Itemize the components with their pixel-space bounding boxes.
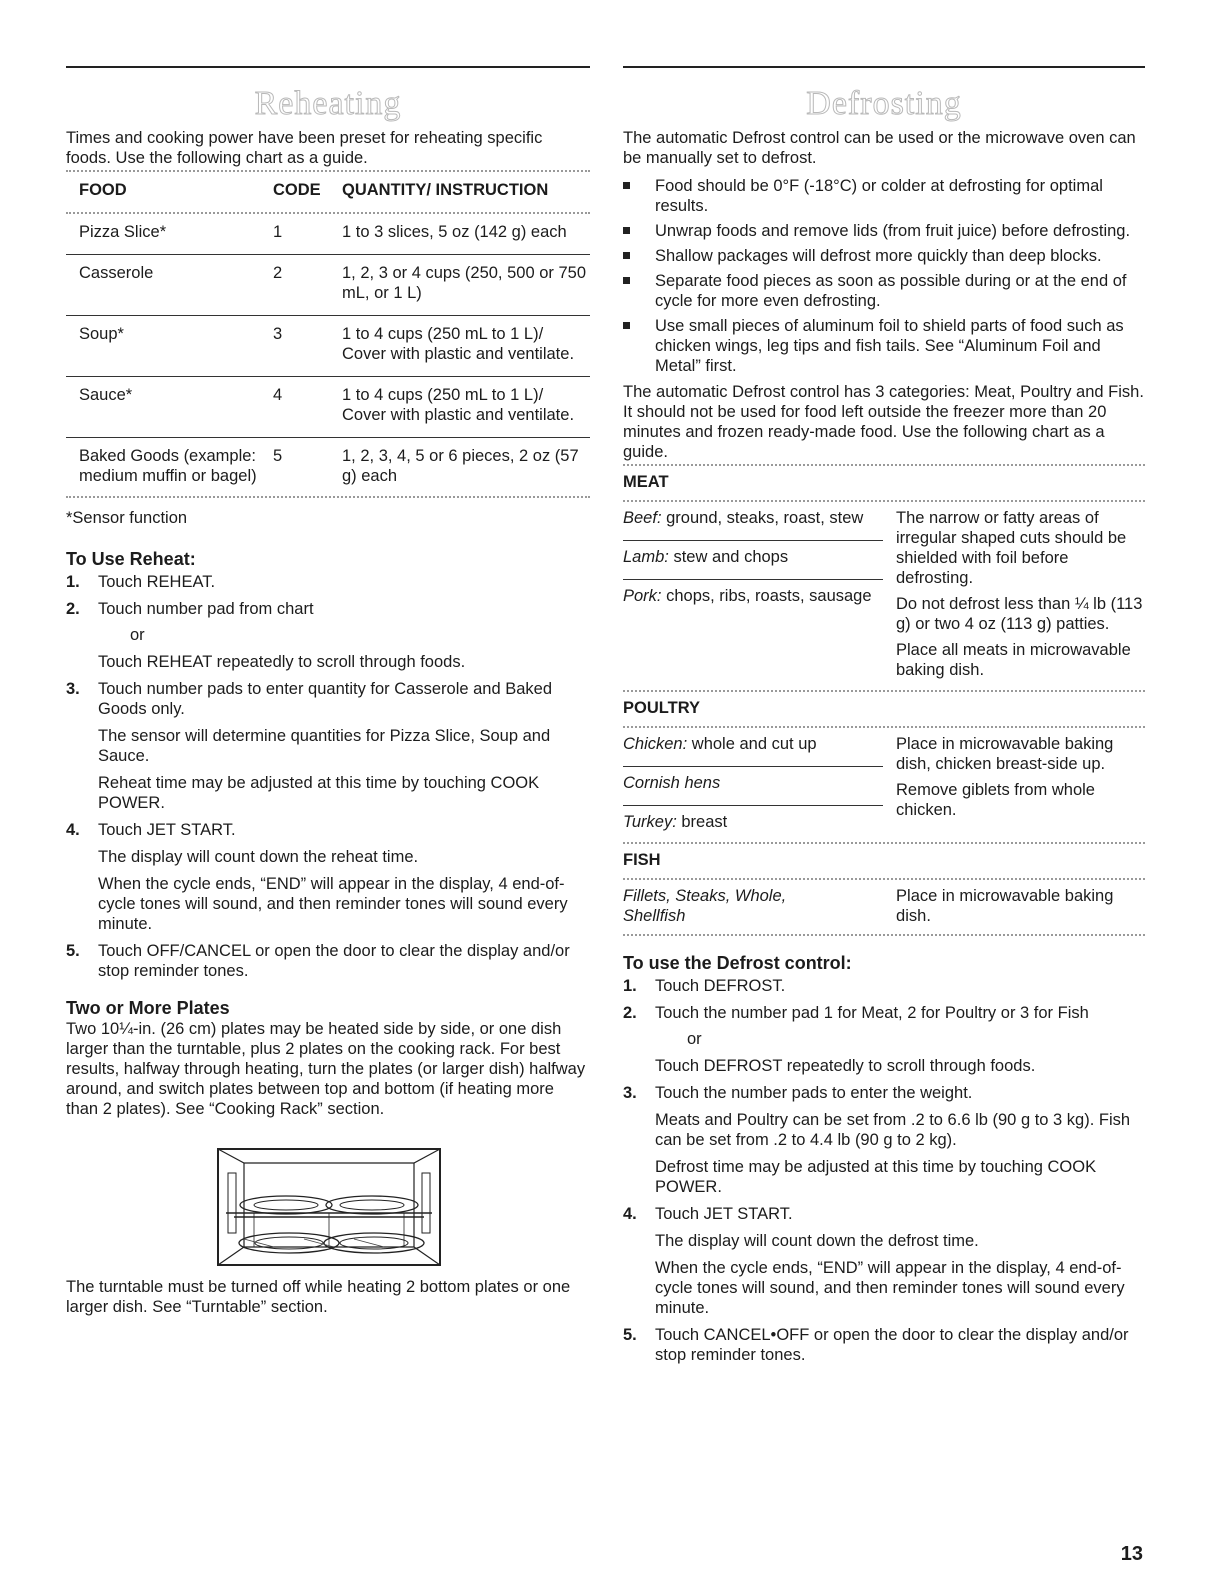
- poultry-table: [623, 728, 1145, 838]
- note: Place all meats in microwavable baking dish.: [895, 641, 1131, 679]
- step-3: [66, 679, 590, 813]
- step-or: or: [130, 626, 145, 644]
- step-or: or: [687, 1030, 702, 1048]
- step-number: 4.: [66, 821, 80, 839]
- step-detail: Touch DEFROST repeatedly to scroll through foods.: [655, 1057, 1036, 1075]
- step-text: Touch JET START.: [655, 1205, 793, 1223]
- step-1: [623, 976, 1145, 996]
- bullet-icon: [623, 322, 630, 329]
- table-row: [66, 255, 590, 315]
- turntable-note: The turntable must be turned off while heating 2 bottom plates or one larger dish. See “Turntable” section.: [66, 1278, 571, 1316]
- divider: [623, 690, 1145, 692]
- step-number: 1.: [66, 573, 80, 591]
- divider: [66, 170, 590, 172]
- step-5: [623, 1325, 1145, 1365]
- bullet-icon: [623, 277, 630, 284]
- list-item: [623, 176, 1145, 216]
- table-row: [66, 214, 590, 254]
- item-text: whole and cut up: [687, 735, 817, 753]
- defrosting-column: [623, 66, 1145, 1365]
- food-cell: Pizza Slice*: [79, 223, 167, 241]
- step-detail: Meats and Poultry can be set from .2 to 6.6 lb (90 g to 3 kg). Fish can be set from .2 to 4.4 lb (90 g to 2 kg).: [655, 1111, 1131, 1149]
- list-item: [623, 508, 883, 541]
- defrosting-intro: The automatic Defrost control can be used or the microwave oven can be manually set to defrost.: [623, 129, 1136, 167]
- bullet-text: Shallow packages will defrost more quickly than deep blocks.: [655, 247, 1102, 265]
- code-cell: 2: [273, 264, 283, 282]
- fish-notes: [896, 886, 1145, 932]
- step-number: 4.: [623, 1205, 637, 1223]
- step-2: [623, 1003, 1145, 1076]
- table-row: [66, 438, 590, 496]
- list-item: [623, 886, 852, 932]
- list-item: [623, 316, 1145, 376]
- use-reheat-heading: To Use Reheat:: [66, 549, 196, 569]
- list-item: [623, 812, 883, 838]
- table-row: [66, 316, 590, 376]
- categories-text: The automatic Defrost control has 3 categories: Meat, Poultry and Fish. It should not be used for food left outside the freezer more than 20 minutes and frozen ready-made food. Use the following chart as a guide.: [623, 383, 1144, 461]
- bullet-text: Separate food pieces as soon as possible during or at the end of cycle for more even defrosting.: [655, 272, 1127, 310]
- meat-notes: [896, 508, 1145, 686]
- divider: [623, 842, 1145, 844]
- food-cell: Soup*: [79, 325, 124, 343]
- food-cell: Sauce*: [79, 386, 133, 404]
- quantity-cell: 1, 2, 3 or 4 cups (250, 500 or 750 mL, or 1 L): [342, 264, 586, 302]
- poultry-items: [623, 734, 883, 838]
- item-label: Turkey:: [623, 813, 677, 831]
- sensor-footnote: *Sensor function: [66, 509, 188, 527]
- code-cell: 4: [273, 386, 283, 404]
- step-number: 2.: [66, 600, 80, 618]
- quantity-cell: 1, 2, 3, 4, 5 or 6 pieces, 2 oz (57 g) each: [342, 447, 579, 485]
- food-cell: Baked Goods (example: medium muffin or bagel): [79, 447, 257, 485]
- list-item: [623, 271, 1145, 311]
- two-plates-heading: Two or More Plates: [66, 998, 230, 1018]
- item-label: Beef:: [623, 509, 662, 527]
- table-row: [66, 377, 590, 437]
- code-cell: 5: [273, 447, 283, 465]
- item-label: Fillets, Steaks, Whole, Shellfish: [623, 887, 787, 925]
- list-item: [623, 586, 883, 612]
- step-detail: The display will count down the reheat time.: [98, 848, 419, 866]
- step-number: 2.: [623, 1004, 637, 1022]
- page-number: 13: [1120, 1543, 1143, 1565]
- step-number: 3.: [66, 680, 80, 698]
- use-defrost-heading: To use the Defrost control:: [623, 953, 852, 973]
- step-text: Touch number pads to enter quantity for Casserole and Baked Goods only.: [98, 680, 553, 718]
- step-number: 1.: [623, 977, 637, 995]
- divider: [623, 464, 1145, 466]
- poultry-heading: POULTRY: [623, 699, 700, 717]
- fish-items: [623, 886, 852, 932]
- item-label: Chicken:: [623, 735, 688, 753]
- divider: [623, 934, 1145, 936]
- step-text: Touch JET START.: [98, 821, 236, 839]
- section-rule: [66, 66, 590, 68]
- list-item: [623, 246, 1145, 266]
- step-detail: When the cycle ends, “END” will appear in the display, 4 end-of-cycle tones will sound, and then reminder tones will sound every minute.: [655, 1259, 1125, 1317]
- oven-plates-icon: [214, 1143, 444, 1271]
- meat-table: [623, 502, 1145, 686]
- bullet-icon: [623, 252, 630, 259]
- step-detail: When the cycle ends, “END” will appear in the display, 4 end-of-cycle tones will sound, and then reminder tones will sound every minute.: [98, 875, 568, 933]
- bullet-icon: [623, 182, 630, 189]
- step-1: [66, 572, 590, 592]
- note: Place in microwavable baking dish.: [896, 887, 1114, 925]
- bullet-text: Unwrap foods and remove lids (from fruit juice) before defrosting.: [655, 222, 1131, 240]
- step-detail: Reheat time may be adjusted at this time by touching COOK POWER.: [98, 774, 540, 812]
- col-code: CODE: [273, 181, 321, 199]
- step-number: 3.: [623, 1084, 637, 1102]
- item-text: stew and chops: [668, 548, 789, 566]
- reheating-column: [66, 66, 590, 1317]
- list-item: [623, 773, 883, 806]
- step-text: Touch the number pad 1 for Meat, 2 for Poultry or 3 for Fish: [655, 1004, 1089, 1022]
- meat-items: [623, 508, 883, 686]
- bullet-text: Food should be 0°F (-18°C) or colder at defrosting for optimal results.: [655, 177, 1103, 215]
- quantity-cell: 1 to 4 cups (250 mL to 1 L)/ Cover with plastic and ventilate.: [342, 325, 575, 363]
- bullet-icon: [623, 227, 630, 234]
- code-cell: 1: [273, 223, 283, 241]
- step-2: [66, 599, 590, 672]
- col-food: FOOD: [79, 181, 127, 199]
- step-text: Touch the number pads to enter the weight.: [655, 1084, 973, 1102]
- quantity-cell: 1 to 3 slices, 5 oz (142 g) each: [342, 223, 567, 241]
- step-detail: Touch REHEAT repeatedly to scroll through foods.: [98, 653, 466, 671]
- step-3: [623, 1083, 1145, 1197]
- step-text: Touch OFF/CANCEL or open the door to clear the display and/or stop reminder tones.: [98, 942, 570, 980]
- item-label: Lamb:: [623, 548, 669, 566]
- note: The narrow or fatty areas of irregular shaped cuts should be shielded with foil before defrosting.: [895, 509, 1127, 587]
- divider: [66, 496, 590, 498]
- list-item: [623, 734, 883, 767]
- item-label: Pork:: [623, 587, 662, 605]
- step-number: 5.: [623, 1326, 637, 1344]
- step-5: [66, 941, 590, 981]
- fish-heading: FISH: [623, 851, 661, 869]
- reheating-intro: Times and cooking power have been preset for reheating specific foods. Use the following chart as a guide.: [66, 129, 543, 167]
- code-cell: 3: [273, 325, 283, 343]
- item-label: Cornish hens: [623, 774, 721, 792]
- defrosting-title: Defrosting: [806, 85, 962, 122]
- item-text: ground, steaks, roast, stew: [661, 509, 864, 527]
- step-text: Touch CANCEL•OFF or open the door to clear the display and/or stop reminder tones.: [655, 1326, 1129, 1364]
- food-cell: Casserole: [79, 264, 154, 282]
- step-detail: Defrost time may be adjusted at this time by touching COOK POWER.: [655, 1158, 1097, 1196]
- item-text: breast: [676, 813, 728, 831]
- item-text: chops, ribs, roasts, sausage: [661, 587, 872, 605]
- list-item: [623, 547, 883, 580]
- note: Place in microwavable baking dish, chicken breast-side up.: [895, 735, 1114, 773]
- step-4: [623, 1204, 1145, 1318]
- note: Do not defrost less than ¼ lb (113 g) or two 4 oz (113 g) patties.: [895, 595, 1143, 633]
- step-4: [66, 820, 590, 934]
- step-detail: The sensor will determine quantities for Pizza Slice, Soup and Sauce.: [98, 727, 551, 765]
- oven-plates-illustration: [214, 1143, 444, 1271]
- step-text: Touch REHEAT.: [98, 573, 216, 591]
- list-item: [623, 221, 1145, 241]
- step-detail: The display will count down the defrost time.: [655, 1232, 979, 1250]
- step-number: 5.: [66, 942, 80, 960]
- poultry-notes: [896, 734, 1145, 838]
- bullet-text: Use small pieces of aluminum foil to shield parts of food such as chicken wings, leg tips and fish tails. See “Aluminum Foil and Metal” first.: [655, 317, 1124, 375]
- fish-table: [623, 880, 1145, 932]
- col-quantity: QUANTITY/ INSTRUCTION: [342, 181, 549, 199]
- reheat-table-header: [66, 180, 590, 200]
- step-text: Touch DEFROST.: [655, 977, 786, 995]
- reheating-title: Reheating: [254, 85, 402, 122]
- step-text: Touch number pad from chart: [98, 600, 314, 618]
- note: Remove giblets from whole chicken.: [895, 781, 1095, 819]
- section-rule: [623, 66, 1145, 68]
- two-plates-text: Two 10¼-in. (26 cm) plates may be heated side by side, or one dish larger than the turntable, plus 2 plates on the cooking rack. For best results, halfway through heating, turn the plates (or larger dish) halfway around, and switch plates between top and bottom (if heating more than 2 plates). See “Cooking Rack” section.: [66, 1020, 586, 1118]
- quantity-cell: 1 to 4 cups (250 mL to 1 L)/ Cover with plastic and ventilate.: [342, 386, 575, 424]
- meat-heading: MEAT: [623, 473, 669, 491]
